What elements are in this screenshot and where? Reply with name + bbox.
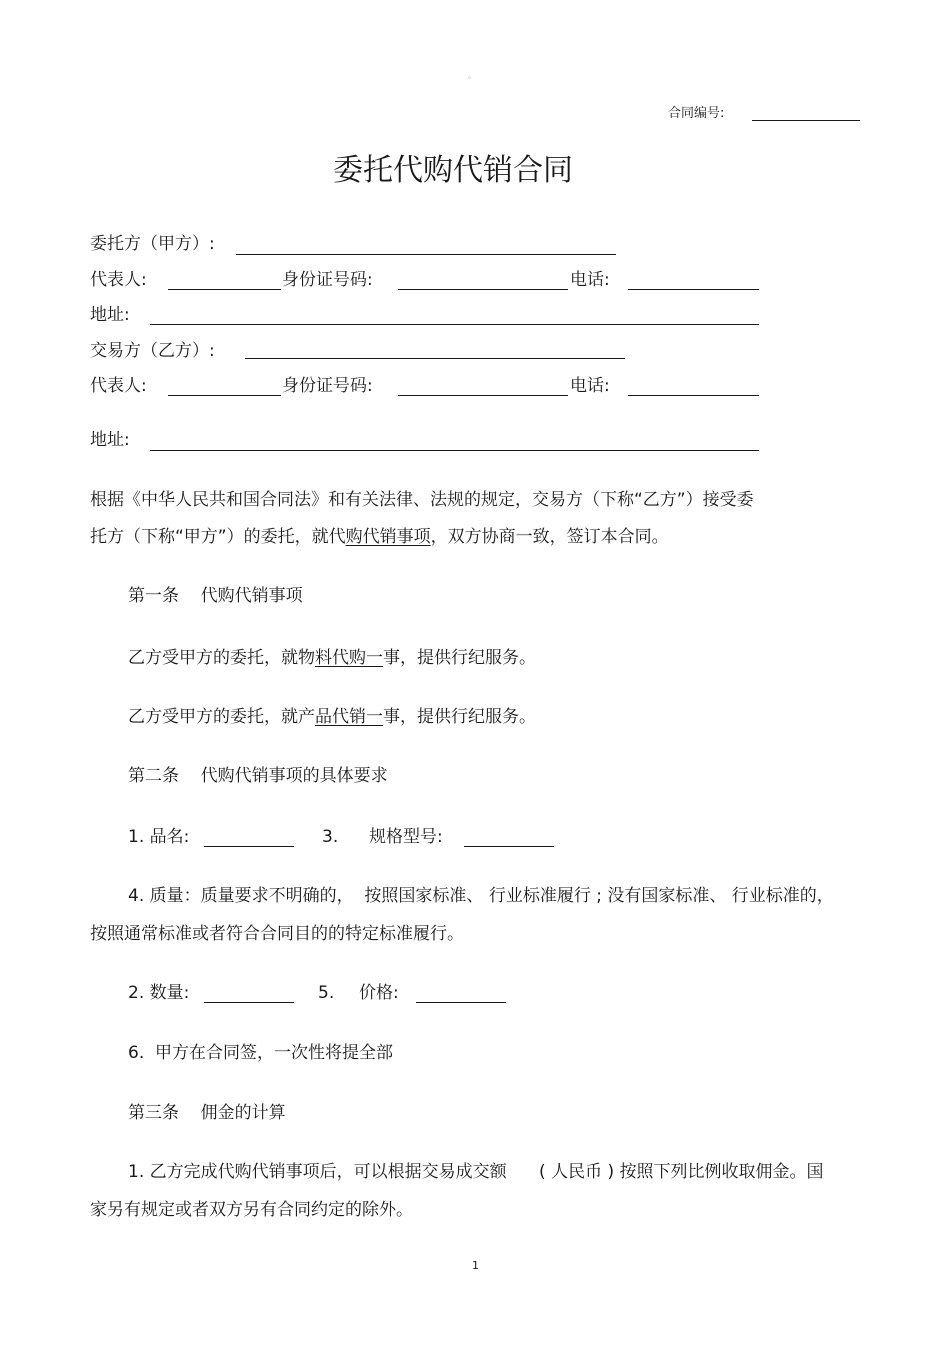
party-a-id-label: 身份证号码: [282,270,373,290]
item-3-label: 规格型号: [369,827,443,847]
party-a-phone-blank [628,289,759,290]
article-3-paragraph-line-1: 1. 乙方完成代购代销事项后，可以根据交易成交额 ( 人民币 ) 按照下列比例收取佣金。国 [128,1162,824,1182]
article-1-heading: 第一条 代购代销事项 [128,586,303,606]
document-title: 委托代购代销合同 [333,153,573,188]
article-1-paragraph-2 [128,706,536,728]
article-3-paragraph-line-2: 家另有规定或者双方另有合同约定的除外。 [90,1200,413,1220]
article-2-heading: 第二条 代购代销事项的具体要求 [128,766,388,786]
a1p1-text-b: 事，提供行纪服务。 [383,648,536,668]
article-3-heading: 第三条 佣金的计算 [128,1103,286,1123]
page-number: 1 [472,1259,479,1272]
party-a-address-blank [150,324,759,325]
preamble-line-1: 根据《中华人民共和国合同法》和有关法律、法规的规定，交易方（下称“乙方”）接受委 [90,490,754,510]
item-1-label: 1. 品名: [128,827,190,847]
a1p1-text-a: 乙方受甲方的委托，就物 [128,648,315,668]
item-4-line-2: 按照通常标准或者符合合同目的的特定标准履行。 [90,924,464,944]
party-b-id-blank [398,395,568,396]
party-b-phone-label: 电话: [570,376,610,396]
a1p2-text-b: 事，提供行纪服务。 [383,707,536,727]
a1p2-underlined: 品代销一 [315,707,383,727]
article-1-paragraph-1 [128,647,536,669]
party-b-label: 交易方（乙方）: [90,341,215,361]
preamble-text-a: 托方（下称“甲方”）的委托，就代 [90,527,346,547]
contract-number-blank [752,120,860,121]
a1p1-underlined: 料代购一 [315,648,383,668]
item-3-blank [464,846,554,847]
party-a-phone-label: 电话: [570,270,610,290]
party-a-rep-label: 代表人: [90,270,147,290]
party-a-label: 委托方（甲方）: [90,234,215,254]
party-a-id-blank [398,289,568,290]
party-b-blank [245,358,625,359]
item-2-blank [204,1002,294,1003]
party-b-id-label: 身份证号码: [282,376,373,396]
item-3-number: 3. [322,827,339,847]
item-6: 6. 甲方在合同签，一次性将提全部 [128,1043,394,1063]
item-1-blank [204,846,294,847]
preamble-text-b: ，双方协商一致，签订本合同。 [430,527,669,547]
item-2-label: 2. 数量: [128,983,190,1003]
preamble-line-2 [90,526,669,548]
preamble-underlined: 购代销事项 [345,527,431,547]
party-b-address-blank [150,450,759,451]
party-a-address-label: 地址: [90,305,130,325]
party-b-phone-blank [628,395,759,396]
party-b-rep-blank [168,395,281,396]
item-5-label: 价格: [359,983,399,1003]
party-b-address-label: 地址: [90,430,130,450]
top-mark: 。 [468,71,476,80]
party-a-blank [236,254,616,255]
contract-number-label: 合同编号: [668,106,725,121]
item-4-line-1: 4. 质量：质量要求不明确的， 按照国家标准、 行业标准履行 ; 没有国家标准、 行业标准的， [128,886,834,906]
party-a-rep-blank [168,289,281,290]
item-5-number: 5. [318,983,335,1003]
item-5-blank [416,1002,506,1003]
a1p2-text-a: 乙方受甲方的委托，就产 [128,707,315,727]
party-b-rep-label: 代表人: [90,376,147,396]
